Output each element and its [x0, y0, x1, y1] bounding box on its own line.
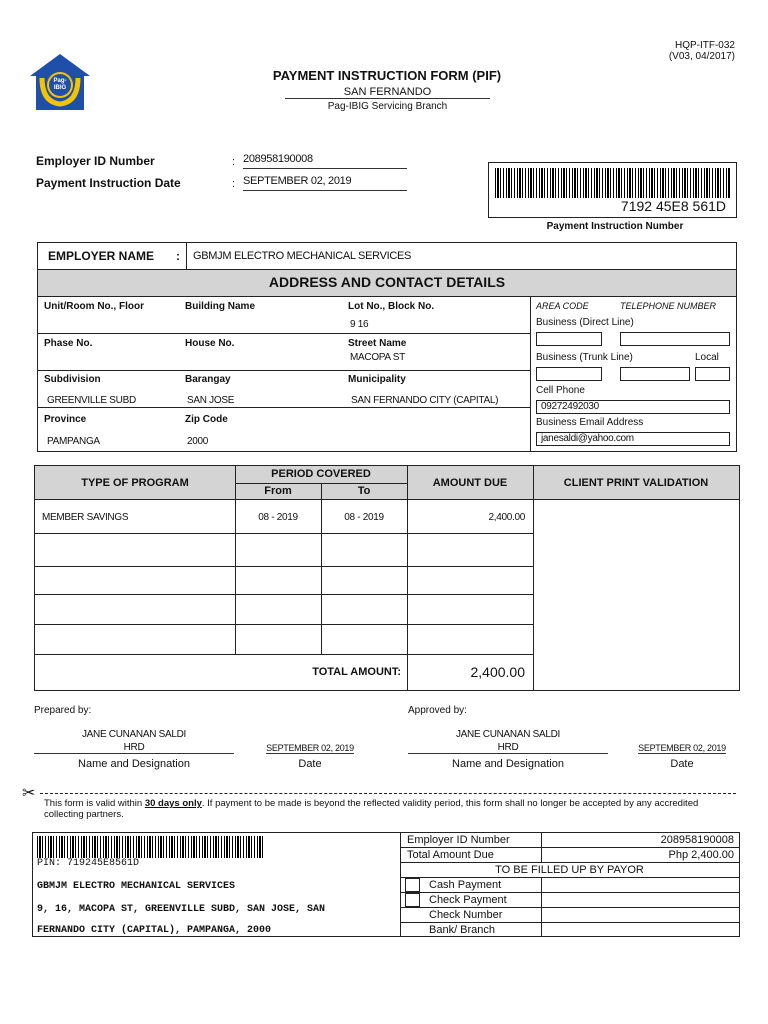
row-to: 08 - 2019	[344, 512, 384, 523]
row-divider	[38, 333, 530, 334]
lot-label: Lot No., Block No.	[348, 301, 435, 312]
barangay-label: Barangay	[185, 374, 231, 385]
row-divider	[38, 370, 530, 371]
total-label: TOTAL AMOUNT:	[312, 666, 401, 678]
row-divider	[35, 654, 533, 655]
type-header: TYPE OF PROGRAM	[81, 477, 189, 489]
colon: :	[176, 249, 180, 263]
stub-name-line: GBMJM ELECTRO MECHANICAL SERVICES	[37, 881, 236, 892]
check-number-label: Check Number	[429, 909, 503, 921]
stub-barcode	[37, 836, 265, 858]
name-designation-label: Name and Designation	[78, 758, 190, 770]
cell-phone-field[interactable]: 09272492030	[536, 400, 730, 414]
street-label: Street Name	[348, 338, 407, 349]
province-value: PAMPANGA	[47, 436, 100, 447]
cash-payment-checkbox[interactable]	[405, 878, 420, 892]
trunk-local-field[interactable]	[695, 367, 730, 381]
municipality-value: SAN FERNANDO CITY (CAPITAL)	[351, 395, 499, 406]
email-field[interactable]: janesaldi@yahoo.com	[536, 432, 730, 446]
phase-label: Phase No.	[44, 338, 93, 349]
approved-date: SEPTEMBER 02, 2019	[638, 743, 726, 753]
zip-label: Zip Code	[185, 414, 228, 425]
bank-branch-label: Bank/ Branch	[429, 924, 496, 936]
branch-label: Pag-IBIG Servicing Branch	[327, 101, 448, 112]
prepared-designation: HRD	[34, 742, 234, 754]
building-label: Building Name	[185, 301, 256, 312]
employer-name-label: EMPLOYER NAME	[48, 249, 155, 263]
prepared-date: SEPTEMBER 02, 2019	[266, 743, 354, 753]
stub-row-divider	[400, 862, 739, 863]
subdivision-label: Subdivision	[44, 374, 101, 385]
validity-suffix: . If payment to be made is beyond the reflected validity period, this form shall no longer be accepted by any accredited collecting partners.	[44, 798, 699, 820]
row-divider	[35, 533, 533, 534]
form-version: (V03, 04/2017)	[668, 51, 735, 62]
row-program: MEMBER SAVINGS	[42, 512, 129, 523]
validity-prefix: This form is valid within	[44, 798, 145, 809]
stub-address-line2: FERNANDO CITY (CAPITAL), PAMPANGA, 2000	[37, 925, 272, 936]
validity-bold: 30 days only	[144, 798, 202, 809]
to-header: To	[357, 485, 371, 497]
check-number-field[interactable]	[542, 908, 739, 922]
unit-label: Unit/Room No., Floor	[44, 301, 144, 312]
from-header: From	[264, 485, 292, 497]
stub-employer-id-value: 208958190008	[660, 834, 734, 846]
address-header: ADDRESS AND CONTACT DETAILS	[268, 274, 506, 290]
direct-telephone-field[interactable]	[620, 332, 730, 346]
payment-stub	[32, 832, 740, 937]
zip-value: 2000	[187, 436, 209, 447]
period-divider	[235, 483, 407, 484]
check-payment-label: Check Payment	[429, 894, 507, 906]
col-divider	[407, 466, 408, 690]
name-designation-label: Name and Designation	[452, 758, 564, 770]
approved-name: JANE CUNANAN SALDI	[455, 729, 561, 740]
employer-name-divider	[186, 243, 187, 269]
employer-id-value: 208958190008	[243, 153, 407, 169]
house-label: House No.	[185, 338, 235, 349]
check-payment-checkbox[interactable]	[405, 893, 420, 907]
pin-barcode-box	[488, 162, 737, 218]
row-divider	[35, 566, 533, 567]
date-label: Date	[670, 758, 694, 770]
approved-by-label: Approved by:	[408, 705, 467, 716]
stub-payor-header: TO BE FILLED UP BY PAYOR	[495, 864, 644, 876]
period-header: PERIOD COVERED	[271, 468, 371, 480]
total-value: 2,400.00	[470, 664, 525, 680]
lot-value: 9 16	[350, 319, 369, 330]
trunk-area-code-field[interactable]	[536, 367, 602, 381]
pagibig-logo	[28, 52, 92, 114]
col-divider	[321, 483, 322, 654]
validation-header: CLIENT PRINT VALIDATION	[563, 477, 709, 489]
municipality-label: Municipality	[348, 374, 406, 385]
branch-value: SAN FERNANDO	[285, 86, 490, 99]
pi-date-label: Payment Instruction Date	[36, 176, 181, 190]
street-value: MACOPA ST	[350, 352, 405, 363]
amount-header: AMOUNT DUE	[432, 477, 508, 489]
address-block	[37, 242, 737, 452]
pin-barcode	[495, 168, 731, 198]
validity-note	[44, 798, 738, 820]
barangay-value: SAN JOSE	[187, 395, 235, 406]
colon: :	[232, 178, 236, 190]
cell-phone-label: Cell Phone	[536, 385, 585, 396]
direct-line-label: Business (Direct Line)	[536, 317, 634, 328]
bank-branch-field[interactable]	[542, 923, 739, 936]
employer-id-label: Employer ID Number	[36, 154, 155, 168]
email-label: Business Email Address	[536, 417, 644, 428]
address-right-divider	[530, 297, 531, 451]
trunk-line-label: Business (Trunk Line)	[536, 352, 633, 363]
direct-area-code-field[interactable]	[536, 332, 602, 346]
form-code: HQP-ITF-032	[674, 40, 735, 51]
stub-pin-line: PIN: 719245E8561D	[37, 858, 140, 869]
stub-total-due-value: Php 2,400.00	[668, 849, 734, 861]
program-table	[34, 465, 740, 691]
page-title: PAYMENT INSTRUCTION FORM (PIF)	[272, 68, 502, 83]
prepared-name: JANE CUNANAN SALDI	[81, 729, 187, 740]
trunk-telephone-field[interactable]	[620, 367, 690, 381]
logo-text: Pag-IBIG	[53, 78, 67, 91]
pi-date-value: SEPTEMBER 02, 2019	[243, 175, 407, 191]
pin-value: 7192 45E8 561D	[620, 198, 726, 214]
cut-line	[40, 793, 736, 794]
row-amount: 2,400.00	[488, 512, 525, 523]
subdivision-value: GREENVILLE SUBD	[47, 395, 136, 406]
stub-total-due-label: Total Amount Due	[407, 849, 494, 861]
employer-name-value: GBMJM ELECTRO MECHANICAL SERVICES	[193, 250, 412, 262]
area-code-label: AREA CODE	[536, 301, 589, 311]
cash-payment-field[interactable]	[542, 878, 739, 892]
row-divider	[38, 407, 530, 408]
local-label: Local	[695, 352, 719, 363]
row-divider	[35, 594, 533, 595]
check-payment-field[interactable]	[542, 893, 739, 907]
stub-divider	[400, 833, 401, 936]
scissors-icon: ✂	[22, 785, 36, 802]
stub-address-line1: 9, 16, MACOPA ST, GREENVILLE SUBD, SAN JOSE, SAN	[37, 904, 326, 915]
pin-label: Payment Instruction Number	[546, 221, 684, 232]
row-divider	[35, 624, 533, 625]
stub-row-divider	[400, 847, 739, 848]
stub-employer-id-label: Employer ID Number	[407, 834, 510, 846]
col-divider	[533, 466, 534, 690]
telephone-label: TELEPHONE NUMBER	[620, 301, 717, 311]
province-label: Province	[44, 414, 87, 425]
row-from: 08 - 2019	[258, 512, 298, 523]
prepared-by-label: Prepared by:	[34, 705, 92, 716]
colon: :	[232, 156, 236, 168]
date-label: Date	[298, 758, 322, 770]
approved-designation: HRD	[408, 742, 608, 754]
cash-payment-label: Cash Payment	[429, 879, 502, 891]
